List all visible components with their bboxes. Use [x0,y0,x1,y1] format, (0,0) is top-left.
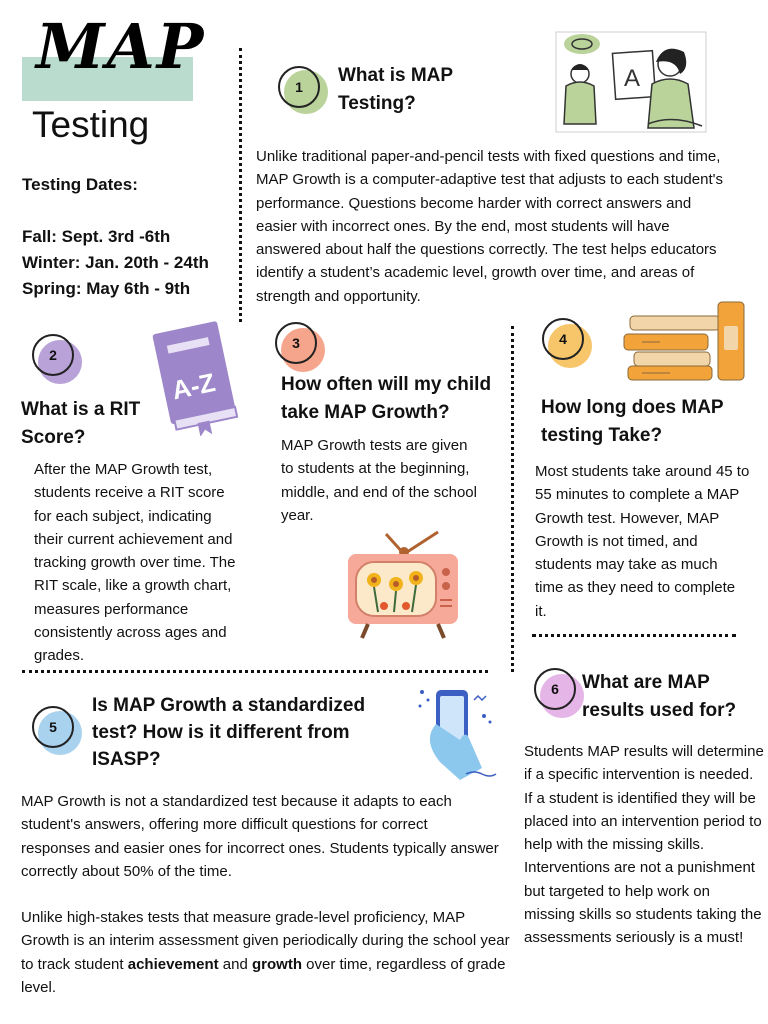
divider-horizontal-left [22,670,488,673]
number-badge-6: 6 [534,668,576,710]
number-badge-5: 5 [32,706,74,748]
body2-text-c: and [218,955,252,973]
page-subtitle: Testing [32,104,150,145]
teacher-student-illustration [552,28,712,136]
section1-heading: What is MAP Testing? [338,65,453,114]
section2-heading: What is a RIT Score? [21,399,141,448]
dates-heading: Testing Dates: [22,175,138,194]
section4-body: Most students take around 45 to 55 minutes to complete a MAP Growth test. However, MAP Growth is not timed, and students may take as much time as they need to complete it. [535,463,750,620]
section6-body: Students MAP results will determine if a specific intervention is needed. If a student is identified they will be placed into an intervention period to help with the missing skills. Interventions are not a punishment but targeted to help work on missing skills so students taking the assessments seriously is a must! [524,743,764,947]
divider-vertical-top [239,48,242,322]
number-badge-4: 4 [542,318,584,360]
section5-heading: Is MAP Growth a standardized test? How is it different from ISASP? [92,695,366,770]
retro-tv-illustration [342,528,464,640]
section3-body: MAP Growth tests are given to students at the beginning, middle, and end of the school year. [281,437,477,524]
a-z-book-icon [152,318,244,436]
page-title: MAP [36,10,206,83]
date-winter: Winter: Jan. 20th - 24th [22,253,209,272]
divider-horizontal-right [532,634,736,637]
body2-bold-growth: growth [252,955,302,973]
number-badge-3: 3 [275,322,317,364]
body2-text-a: Unlike high-stakes tests that measure grade-level proficiency, MAP Growth is an interim assessment given periodically during the school year to track student [21,909,510,973]
divider-vertical-middle [511,326,514,672]
book-stack-illustration [620,300,752,384]
section4-heading: How long does MAP testing Take? [541,397,724,446]
section1-body: Unlike traditional paper-and-pencil tests with fixed questions and time, MAP Growth is a computer-adaptive test that adjusts to each student's performance. Questions become harder with correct answers and easier with incorrect ones. By the end, most students will have answered about half the questions correctly. The test helps educators identify a student’s academic level, growth over time, and areas of strength and opportunity. [256,148,723,305]
testing-dates [22,172,209,302]
section6-heading: What are MAP results used for? [582,672,737,721]
phone-hand-icon [416,684,498,784]
board-letter: A [624,65,641,92]
date-spring: Spring: May 6th - 9th [22,279,191,298]
body2-bold-achievement: achievement [127,955,219,973]
section5-body-1: MAP Growth is not a standardized test because it adapts to each student's answers, offering more difficult questions for correct responses and easier ones for incorrect ones. Students typically answer correctly about 50% of the time. [21,793,499,880]
body2-text-e: over time, regardless of grade level. [21,955,506,996]
section5-body-2 [21,906,513,999]
section3-heading: How often will my child take MAP Growth? [281,374,492,423]
book-label: A-Z [169,366,218,406]
number-badge-1: 1 [278,66,320,108]
number-badge-2: 2 [32,334,74,376]
date-fall: Fall: Sept. 3rd -6th [22,227,171,246]
section2-body: After the MAP Growth test, students receive a RIT score for each subject, indicating their current achievement and tracking growth over time. The RIT scale, like a growth chart, measures performance consistently across ages and grades. [34,461,236,665]
